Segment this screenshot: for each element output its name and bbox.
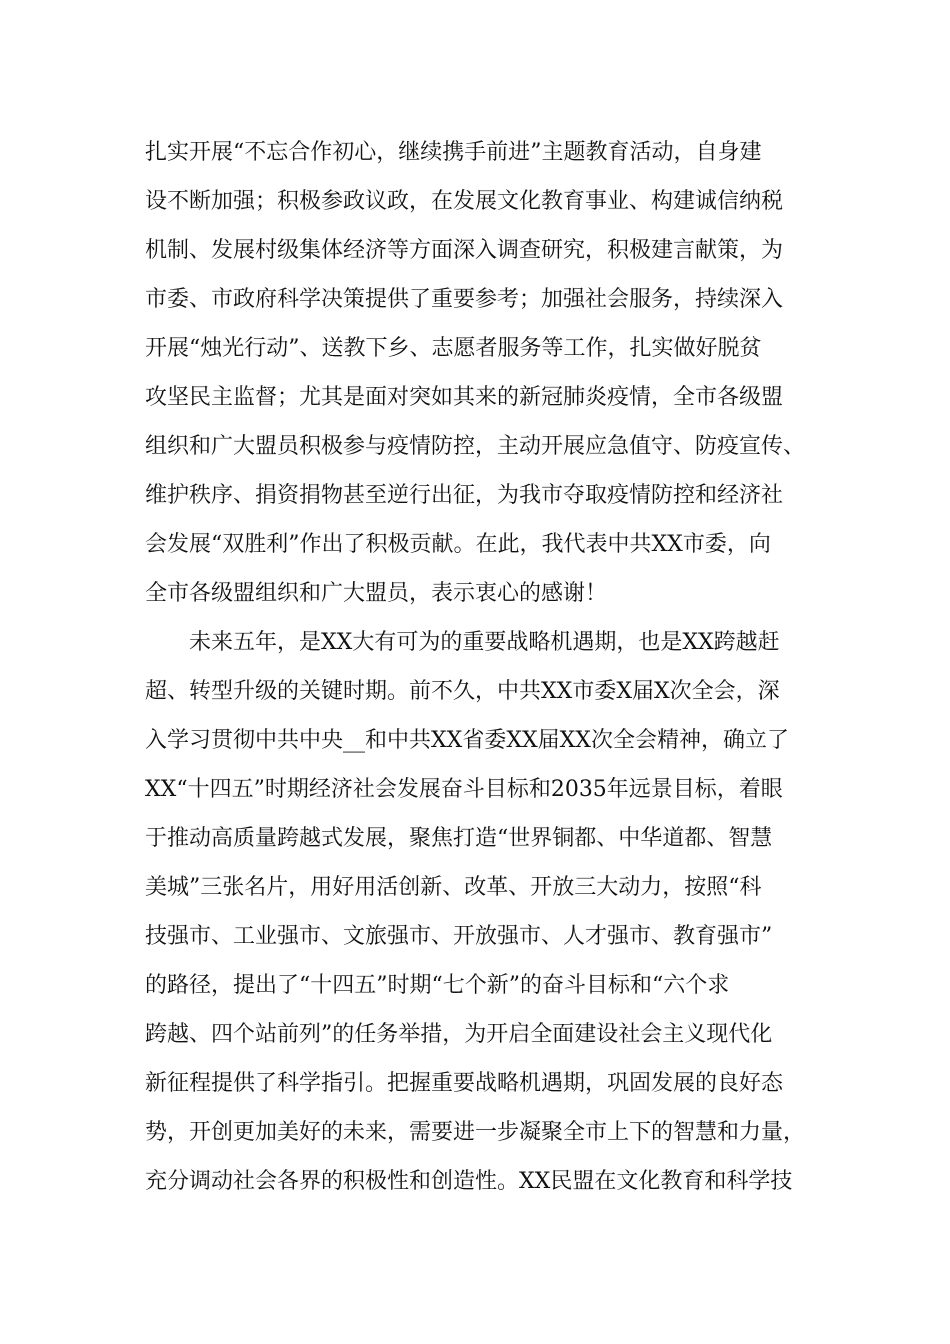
- text-line: 的路径，提出了“十四五”时期“七个新”的奋斗目标和“六个求: [145, 973, 730, 998]
- text-line: 势，开创更加美好的未来，需要进一步凝聚全市上下的智慧和力量，: [145, 1120, 806, 1145]
- text-line: 全市各级盟组织和广大盟员，表示衷心的感谢！: [145, 581, 608, 606]
- text-line: 设不断加强；积极参政议政，在发展文化教育事业、构建诚信纳税: [145, 189, 784, 214]
- text-line: 组织和广大盟员积极参与疫情防控，主动开展应急值守、防疫宣传、: [145, 434, 806, 459]
- text-line: XX“十四五”时期经济社会发展奋斗目标和2035年远景目标，着眼: [145, 777, 783, 802]
- text-line: 市委、市政府科学决策提供了重要参考；加强社会服务，持续深入: [145, 287, 784, 312]
- text-line: 攻坚民主监督；尤其是面对突如其来的新冠肺炎疫情，全市各级盟: [145, 385, 784, 410]
- text-line: 入学习贯彻中共中央__和中共XX省委XX届XX次全会精神，确立了: [145, 728, 789, 753]
- text-line: 开展“烛光行动”、送教下乡、志愿者服务等工作，扎实做好脱贫: [145, 336, 762, 361]
- text-line: 扎实开展“不忘合作初心，继续携手前进”主题教育活动，自身建: [145, 140, 762, 165]
- text-line: 会发展“双胜利”作出了积极贡献。在此，我代表中共XX市委，向: [145, 532, 771, 557]
- text-line: 机制、发展村级集体经济等方面深入调查研究，积极建言献策，为: [145, 238, 784, 263]
- text-line: 未来五年，是XX大有可为的重要战略机遇期，也是XX跨越赶: [189, 630, 780, 655]
- text-line: 于推动高质量跨越式发展，聚焦打造“世界铜都、中华道都、智慧: [145, 826, 773, 851]
- text-line: 新征程提供了科学指引。把握重要战略机遇期，巩固发展的良好态: [145, 1071, 784, 1096]
- text-line: 充分调动社会各界的积极性和创造性。XX民盟在文化教育和科学技: [145, 1169, 793, 1194]
- text-line: 技强市、工业强市、文旅强市、开放强市、人才强市、教育强市”: [145, 924, 773, 949]
- paragraph-2: [145, 618, 810, 1206]
- text-line: 维护秩序、捐资捐物甚至逆行出征，为我市夺取疫情防控和经济社: [145, 483, 784, 508]
- text-line: 美城”三张名片，用好用活创新、改革、开放三大动力，按照“科: [145, 875, 762, 900]
- text-line: 跨越、四个站前列”的任务举措，为开启全面建设社会主义现代化: [145, 1022, 773, 1047]
- text-line: 超、转型升级的关键时期。前不久，中共XX市委X届X次全会，深: [145, 679, 780, 704]
- paragraph-1: [145, 128, 810, 618]
